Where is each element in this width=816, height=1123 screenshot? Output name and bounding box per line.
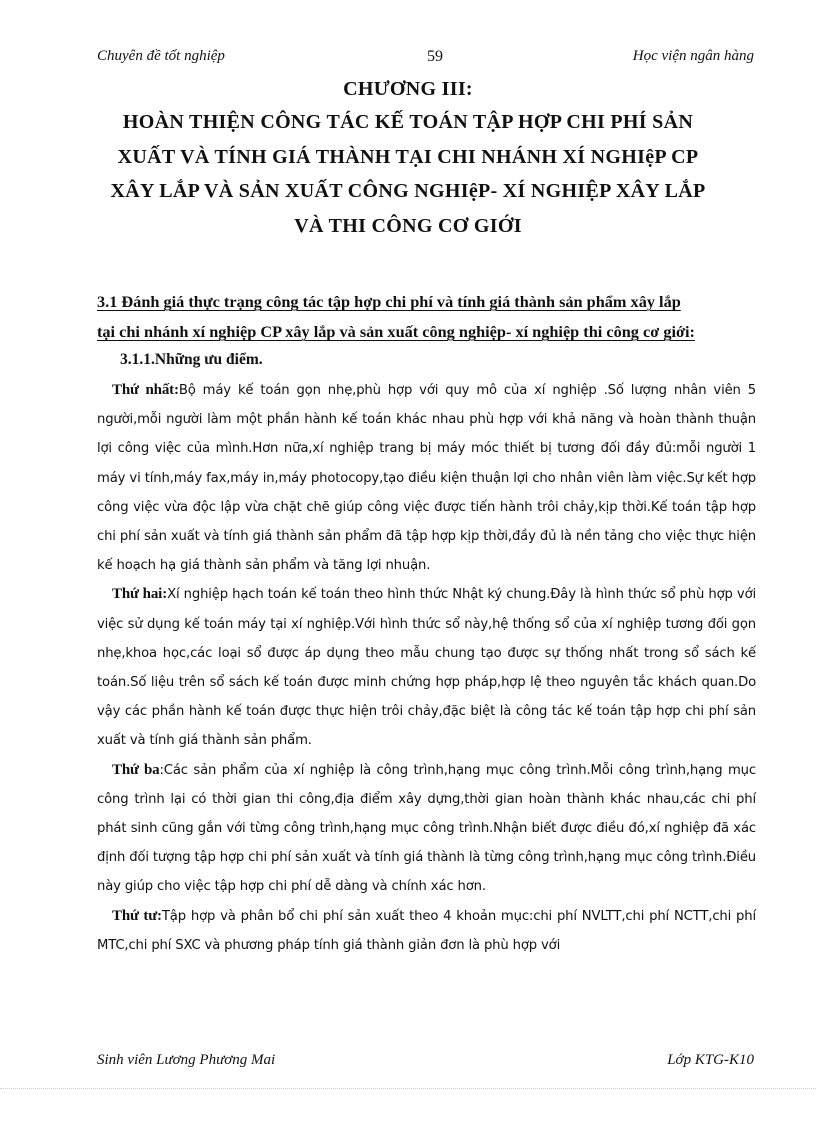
paragraph (97, 580, 756, 755)
page-bottom-divider (0, 1088, 816, 1089)
chapter-title-line: XÂY LẮP VÀ SẢN XUẤT CÔNG NGHIệP- XÍ NGHIỆP XÂY LẮP (110, 180, 706, 202)
paragraph-lead: Thứ tư: (112, 907, 162, 924)
paragraph-lead: Thứ hai: (112, 586, 168, 603)
paragraph-lead: Thứ ba (112, 761, 160, 778)
paragraph-lead: Thứ nhất: (112, 382, 179, 398)
chapter-title-line: HOÀN THIỆN CÔNG TÁC KẾ TOÁN TẬP HỢP CHI PHÍ SẢN (122, 111, 694, 133)
section-heading-line: 3.1 Đánh giá thực trạng công tác tập hợp chi phí và tính giá thành sản phẩm xây lắp (97, 292, 681, 311)
paragraph-text: Bộ máy kế toán gọn nhẹ,phù hợp với quy mô của xí nghiệp .Số lượng nhân viên 5 người,mỗi người làm một phần hành kế toán khác nhau phù hợp với khả năng và hoàn thành thuận lợi công việc của mình.Hơn nữa,xí nghiệp trang bị máy móc thiết bị tương đối đầy đủ:mỗi người 1 máy vi tính,máy fax,máy in,máy photocopy,tạo điều kiện thuận lợi cho nhân viên làm việc.Sự kết hợp công việc vừa độc lập vừa chặt chẽ giúp công việc được tiến hành trôi chảy,kịp thời.Kế toán tập hợp chi phí sản xuất và tính giá thành sản phẩm đã tập hợp kịp thời,đầy đủ là nền tảng cho việc thực hiện kế hoạch hạ giá thành sản phẩm và tăng lợi nhuận. (97, 383, 756, 574)
section-heading-line: tại chi nhánh xí nghiệp CP xây lắp và sản xuất công nghiệp- xí nghiệp thi công cơ giới: (97, 322, 695, 341)
section-heading (97, 287, 756, 347)
header-left-text: Chuyên đề tốt nghiệp (97, 48, 225, 64)
chapter-title-line: XUẤT VÀ TÍNH GIÁ THÀNH TẠI CHI NHÁNH XÍ NGHIệP CP (117, 145, 699, 168)
subsection-heading: 3.1.1.Những ưu điểm. (120, 351, 263, 368)
page-footer (97, 1052, 754, 1074)
paragraph-text: Tập hợp và phân bổ chi phí sản xuất theo 4 khoản mục:chi phí NVLTT,chi phí NCTT,chi phí MTC,chi phí SXC và phương pháp tính giá thành giản đơn là phù hợp với (97, 908, 757, 953)
chapter-label: CHƯƠNG III: (343, 78, 473, 100)
paragraph (97, 756, 756, 902)
paragraph (97, 376, 756, 580)
paragraph-text: :Các sản phẩm của xí nghiệp là công trình,hạng mục công trình.Mỗi công trình,hạng mục công trình lại có thời gian thi công,địa điểm xây dựng,thời gian hoàn thành khác nhau,các chi phí phát sinh cũng gắn với từng công trình,hạng mục công trình.Nhận biết được điều đó,xí nghiệp đã xác định đối tượng tập hợp chi phí sản xuất và tính giá thành là từng công trình,hạng mục công trình.Điều này giúp cho việc tập hợp chi phí dễ dàng và chính xác hơn. (97, 762, 756, 895)
paragraph (97, 902, 756, 960)
chapter-heading (60, 74, 756, 243)
footer-author: Sinh viên Lương Phương Mai (97, 1052, 276, 1068)
chapter-title-line: VÀ THI CÔNG CƠ GIỚI (294, 214, 522, 237)
page-header (97, 48, 754, 70)
body-text (97, 376, 756, 960)
page-number: 59 (427, 48, 443, 65)
footer-class: Lớp KTG-K10 (667, 1052, 754, 1068)
header-right-text: Học viện ngân hàng (632, 48, 754, 64)
paragraph-text: Xí nghiệp hạch toán kế toán theo hình thức Nhật ký chung.Đây là hình thức sổ phù hợp với việc sử dụng kế toán máy tại xí nghiệp.Với hình thức sổ này,hệ thống sổ của xí nghiệp tương đối gọn nhẹ,khoa học,các loại sổ được áp dụng theo mẫu chung tạo được sự thống nhất trong sổ sách kế toán.Số liệu trên sổ sách kế toán được minh chứng hợp pháp,hợp lệ theo nguyên tắc khách quan.Do vậy các phần hành kế toán được thực hiện trôi chảy,đặc biệt là công tác kế toán tập hợp chi phí sản xuất và tính giá thành sản phẩm. (97, 587, 757, 749)
